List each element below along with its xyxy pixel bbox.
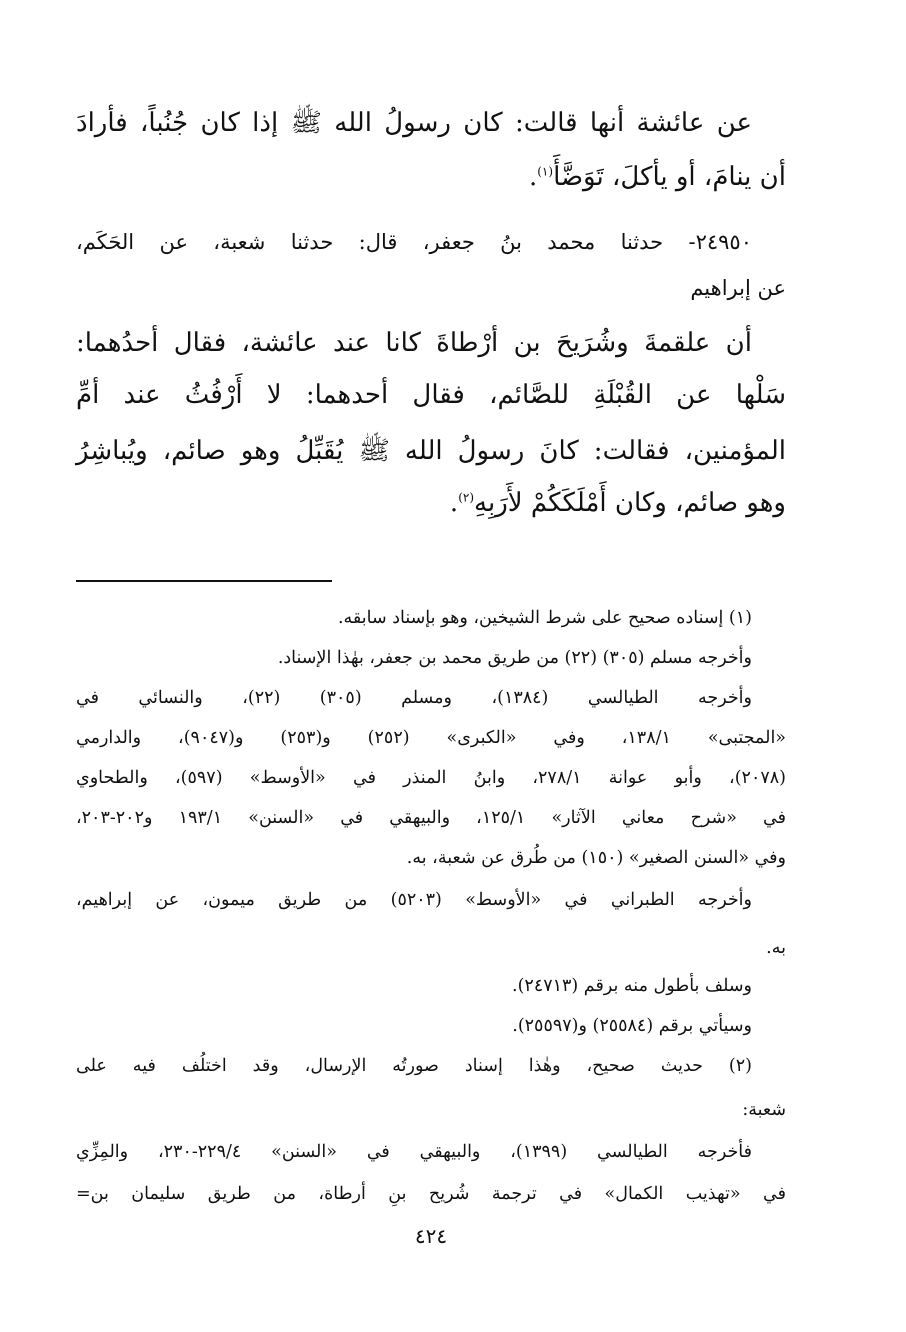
page-number: ٤٢٤	[414, 1224, 448, 1248]
hadith-text-line: المؤمنين، فقالت: كانَ رسولُ الله ﷺ يُقَبِّلُ وهو صائم، ويُباشِرُ	[76, 436, 786, 466]
hadith-text-line: وهو صائم، وكان أَمْلَكَكُمْ لأَرَبِهِ$^{(٢)}$.	[449, 488, 786, 518]
footnote-line: وسيأتي برقم (٢٥٥٨٤) و(٢٥٥٩٧).	[512, 1016, 752, 1036]
footnote-ref[interactable]: (١)	[537, 164, 554, 179]
book-page	[76, 96, 786, 1296]
footnote-line: وسلف بأطول منه برقم (٢٤٧١٣).	[512, 976, 752, 996]
footnote-line: فأخرجه الطيالسي (١٣٩٩)، والبيهقي في «السنن» ٢٢٩/٤-٢٣٠، والمِزِّي	[76, 1142, 752, 1162]
footnote-line: في «تهذيب الكمال» في ترجمة شُريح بنِ أرطاة، من طريق سليمان بن=	[76, 1184, 786, 1204]
hadith-text-line: أن علقمةَ وشُرَيحَ بن أرْطاةَ كانا عند عائشة، فقال أحدُهما:	[76, 328, 752, 358]
footnote-line: (٢) حديث صحيح، وهٰذا إسناد صورتُه الإرسال، وقد اختلُف فيه على	[76, 1056, 752, 1076]
footnote-line: وأخرجه الطيالسي (١٣٨٤)، ومسلم (٣٠٥) (٢٢)، والنسائي في	[76, 688, 752, 708]
footnote-line: وفي «السنن الصغير» (١٥٠) من طُرق عن شعبة، به.	[406, 848, 786, 868]
footnote-line: في «شرح معاني الآثار» ١٢٥/١، والبيهقي في «السنن» ١٩٣/١ و٢٠٢-٢٠٣،	[76, 808, 787, 828]
hadith-isnad-line: عن إبراهيم	[690, 276, 786, 300]
footnote-ref[interactable]: (٢)	[458, 490, 475, 505]
hadith-isnad-line: ٢٤٩٥٠- حدثنا محمد بنُ جعفر، قال: حدثنا شعبة، عن الحَكَم،	[76, 230, 752, 254]
footnote-line: وأخرجه الطبراني في «الأوسط» (٥٢٠٣) من طريق ميمون، عن إبراهيم،	[76, 890, 752, 910]
footnote-line: «المجتبى» ١٣٨/١، وفي «الكبرى» (٢٥٢) و(٢٥٣) و(٩٠٤٧)، والدارمي	[76, 728, 787, 748]
footnote-line: به.	[766, 938, 786, 958]
footnote-line: شعبة:	[742, 1100, 786, 1120]
hadith-text-line: سَلْها عن القُبْلَةِ للصَّائم، فقال أحدهما: لا أَرْفُثُ عند أمِّ	[76, 380, 786, 410]
footnote-separator	[76, 580, 332, 582]
footnote-line: وأخرجه مسلم (٣٠٥) (٢٢) من طريق محمد بن جعفر، بهٰذا الإسناد.	[277, 648, 752, 668]
hadith-text-line: عن عائشة أنها قالت: كان رسولُ الله ﷺ إذا كان جُنُباً، فأرادَ	[76, 108, 752, 138]
footnote-line: (٢٠٧٨)، وأبو عوانة ٢٧٨/١، وابنُ المنذر في «الأوسط» (٥٩٧)، والطحاوي	[76, 768, 786, 788]
footnote-line: (١) إسناده صحيح على شرط الشيخين، وهو بإسناد سابقه.	[337, 608, 752, 628]
hadith-text-line: أن ينامَ، أو يأكلَ، تَوَضَّأَ$^{(١)}$.	[528, 162, 786, 192]
